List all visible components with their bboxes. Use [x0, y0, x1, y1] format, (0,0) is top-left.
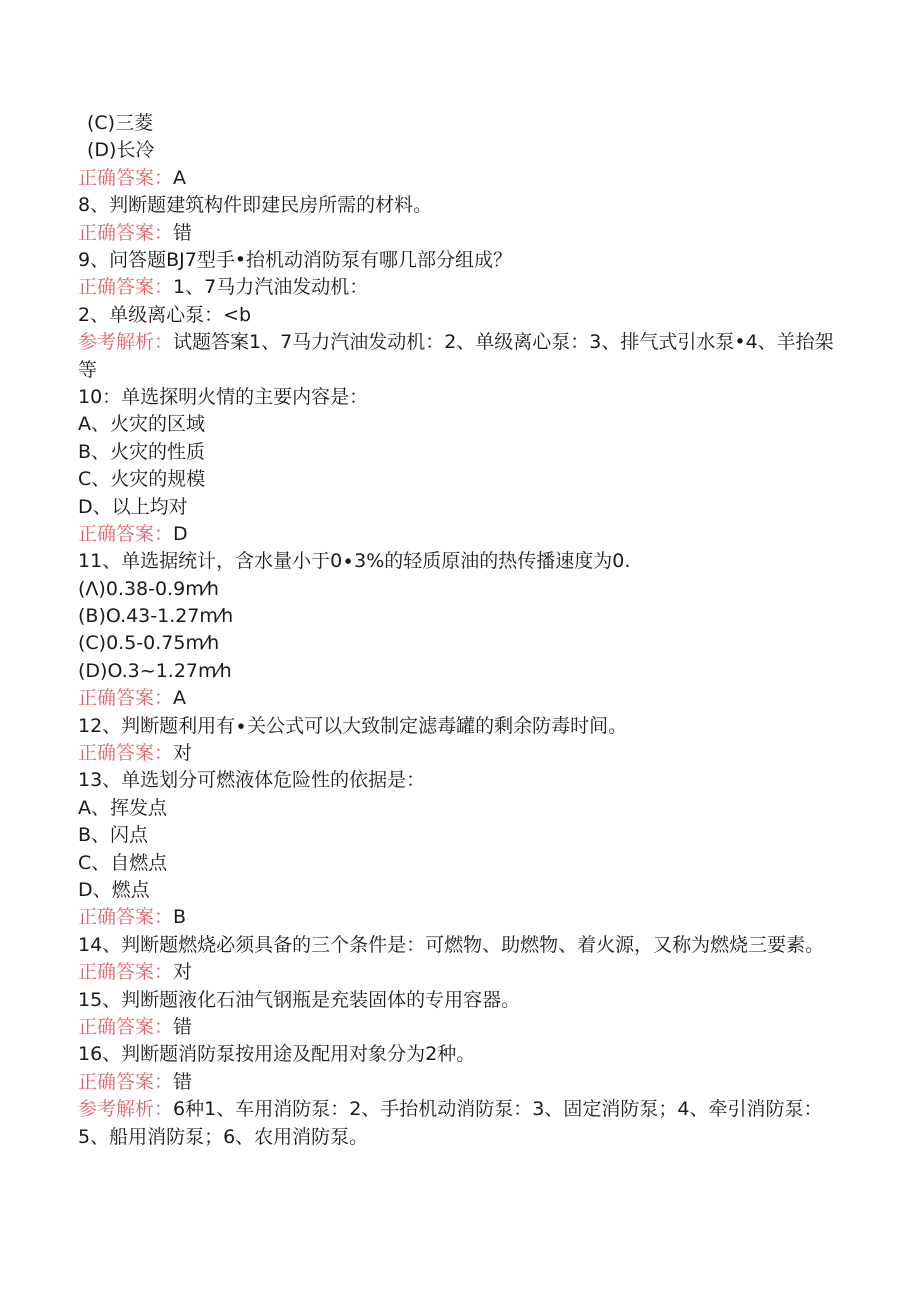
answer-value: 1、7马力汽油发动机： — [173, 276, 369, 299]
reference-analysis — [78, 1096, 838, 1151]
answer-label: 正确答案： — [78, 1070, 174, 1093]
text-line: (B)O.43-1.27m⁄h — [78, 605, 234, 628]
answer-label: 正确答案： — [78, 522, 174, 545]
document-body — [78, 110, 838, 1151]
text-line: 15、判断题液化石油气钢瓶是充装固体的专用容器。 — [78, 988, 521, 1011]
text-line: B、闪点 — [78, 824, 149, 847]
text-line: 2、单级离心泵：<b — [78, 303, 252, 326]
text-line: C、自燃点 — [78, 851, 168, 874]
answer-value: 对 — [173, 742, 193, 765]
answer-value: D — [173, 522, 188, 545]
answer-value: 对 — [173, 961, 193, 984]
correct-answer — [78, 959, 838, 986]
text-line: A、挥发点 — [78, 796, 167, 819]
correct-answer — [78, 904, 838, 931]
answer-label: 正确答案： — [78, 221, 174, 244]
text-line: 13、单选划分可燃液体危险性的依据是： — [78, 769, 426, 792]
reference-analysis — [78, 329, 838, 384]
text-line: D、燃点 — [78, 878, 150, 901]
answer-label: 正确答案： — [78, 906, 174, 929]
correct-answer — [78, 521, 838, 548]
answer-label: 正确答案： — [78, 166, 174, 189]
text-line: (Λ)0.38-0.9m⁄h — [78, 577, 219, 600]
answer-label: 正确答案： — [78, 742, 174, 765]
answer-value: 错 — [173, 1070, 193, 1093]
answer-label: 参考解析： — [78, 1098, 174, 1121]
answer-value: A — [173, 687, 187, 710]
text-line: 11、单选据统计，含水量小于0∙3%的轻质原油的热传播速度为0. — [78, 550, 631, 573]
text-line: 10：单选探明火情的主要内容是： — [78, 385, 369, 408]
text-line: (D)长冷 — [87, 139, 155, 162]
answer-value: 试题答案1、7马力汽油发动机：2、单级离心泵：3、排气式引水泵•4、羊抬架等 — [78, 331, 834, 381]
answer-value: 6种1、车用消防泵：2、手抬机动消防泵：3、固定消防泵；4、牵引消防泵：5、船用消防泵；6、农用消防泵。 — [78, 1098, 823, 1148]
text-line: (C)0.5-0.75m⁄h — [78, 632, 220, 655]
answer-value: 错 — [173, 221, 193, 244]
answer-label: 参考解析： — [78, 331, 174, 354]
text-line: D、以上均对 — [78, 495, 188, 518]
correct-answer — [78, 1069, 838, 1096]
text-line: (C)三菱 — [87, 112, 154, 134]
answer-label: 正确答案： — [78, 276, 174, 299]
text-line: C、火灾的规模 — [78, 468, 206, 491]
answer-label: 正确答案： — [78, 1015, 174, 1038]
text-line: B、火灾的性质 — [78, 440, 206, 463]
correct-answer — [78, 220, 838, 247]
correct-answer — [78, 165, 838, 192]
correct-answer — [78, 1014, 838, 1041]
correct-answer — [78, 740, 838, 767]
text-line: (D)O.3~1.27m⁄h — [78, 659, 232, 682]
answer-value: A — [173, 166, 187, 189]
text-line: 8、判断题建筑构件即建民房所需的材料。 — [78, 194, 433, 217]
answer-value: 错 — [173, 1015, 193, 1038]
text-line: 12、判断题利用有∙关公式可以大致制定滤毒罐的剩余防毒时间。 — [78, 714, 628, 737]
correct-answer — [78, 685, 838, 712]
correct-answer — [78, 274, 838, 301]
text-line: A、火灾的区域 — [78, 413, 205, 436]
text-line: 14、判断题燃烧必须具备的三个条件是：可燃物、助燃物、着火源，又称为燃烧三要素。 — [78, 933, 825, 956]
answer-label: 正确答案： — [78, 961, 174, 984]
text-line: 16、判断题消防泵按用途及配用对象分为2种。 — [78, 1043, 476, 1066]
answer-value: B — [173, 906, 187, 929]
answer-label: 正确答案： — [78, 687, 174, 710]
text-line: 9、问答题BJ7型手•抬机动消防泵有哪几部分组成？ — [78, 248, 513, 271]
